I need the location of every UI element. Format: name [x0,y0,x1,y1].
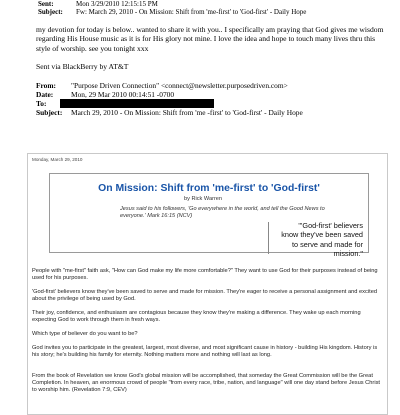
subject2-value: March 29, 2010 - On Mission: Shift from 'me -first' to 'God-first' - Daily Hope [71,108,303,117]
newsletter-box [27,153,388,415]
from-label: From: [36,81,56,90]
paragraph-1: People with "me-first" faith ask, "How can God make my life more comfortable?" They want to use God for their purposes instead of being used for his purposes. [32,268,378,281]
sent-label: Sent: [38,0,54,8]
subject2-row [36,108,303,117]
paragraph-6: From the book of Revelation we know God's global mission will be accomplished, that someday the Great Commission will be the Great Completion. In heaven, an enormous crowd of people "from every race, tribe, nation, and language" will one day stand before Jesus Christ to worship him. (Revelation 7:9, CEV) [32,373,381,393]
email-signature: Sent via BlackBerry by AT&T [36,62,129,71]
subject-row [38,8,306,16]
scripture-verse: Jesus said to his followers, 'Go everywhere in the world, and tell the Good News to everyone.' Mark 16:15 (NCV) [120,206,325,219]
subject-label: Subject: [38,8,63,16]
paragraph-2: 'God-first' believers know they've been saved to serve and made for mission. They're eager to receive a personal assignment and excited about the privilege of being used by God. [32,289,378,302]
subject2-label: Subject: [36,108,63,117]
paragraph-4: Which type of believer do you want to be? [32,331,138,337]
to-label: To: [36,99,47,108]
from-row [36,81,288,90]
paragraph-5: God invites you to participate in the greatest, largest, most diverse, and most significant cause in history - building His kingdom. History is his story; he's building his family for eternity. Nothing matters more and nothing will last as long. [32,345,378,358]
paragraph-3: Their joy, confidence, and enthusiasm are contagious because they know they're making a difference. They wake up each morning expecting God to work through them in fresh ways. [32,310,361,323]
redaction-bar [60,99,214,108]
date-row [36,90,174,99]
pullquote-divider [268,222,269,254]
email-body: my devotion for today is below.. wanted to share it with you.. I specifically am praying that God gives me wisdom regarding His House music as it is for His glory not mine. I love the idea and hope to touch many lives thru this style of worship. see you tonight xxx [36,25,384,53]
newsletter-title[interactable]: On Mission: Shift from 'me-first' to 'God-first' [98,183,320,194]
date-label: Date: [36,90,54,99]
subject-value: Fw: March 29, 2010 - On Mission: Shift from 'me-first' to 'God-first' - Daily Hope [76,8,307,16]
sent-value: Mon 3/29/2010 12:15:15 PM [76,0,158,8]
devotional-header-box [49,173,369,259]
sent-row [38,0,158,8]
newsletter-author: by Rick Warren [184,196,223,202]
pullquote: "'God-first' believers know they've been saved to serve and made for mission." [281,221,363,259]
newsletter-date: Monday, March 29, 2010 [32,157,83,162]
date-value: Mon, 29 Mar 2010 00:14:51 -0700 [71,90,175,99]
from-value[interactable]: "Purpose Driven Connection" <connect@newsletter.purposedriven.com> [71,81,288,90]
